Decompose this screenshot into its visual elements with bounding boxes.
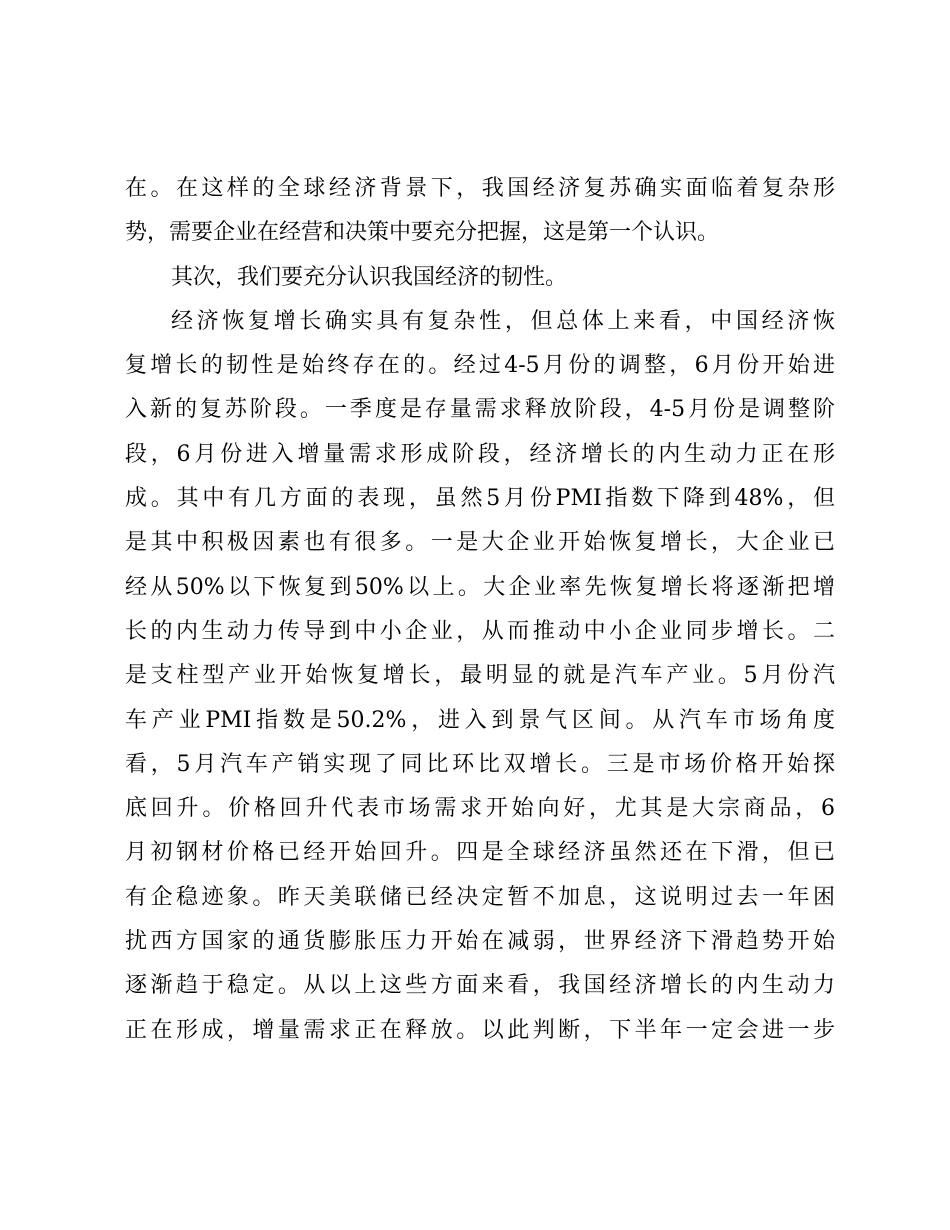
- text-line: 底回升。价格回升代表市场需求开始向好，尤其是大宗商品，6: [125, 796, 835, 822]
- text-line: 月初钢材价格已经开始回升。四是全球经济虽然还在下滑，但已: [125, 840, 835, 866]
- text-line: 车产业PMI指数是50.2%，进入到景气区间。从汽车市场角度: [125, 707, 835, 733]
- text-line: 正在形成，增量需求正在释放。以此判断，下半年一定会进一步: [125, 1017, 835, 1043]
- text-line: 长的内生动力传导到中小企业，从而推动中小企业同步增长。二: [125, 618, 835, 644]
- text-line: 势，需要企业在经营和决策中要充分把握，这是第一个认识。: [125, 220, 720, 246]
- text-line: 扰西方国家的通货膨胀压力开始在减弱，世界经济下滑趋势开始: [125, 929, 835, 955]
- text-line: 逐渐趋于稳定。从以上这些方面来看，我国经济增长的内生动力: [125, 973, 835, 999]
- text-line: 入新的复苏阶段。一季度是存量需求释放阶段，4-5月份是调整阶: [125, 397, 835, 423]
- section-heading-line: 其次，我们要充分认识我国经济的韧性。: [171, 264, 568, 290]
- text-line: 复增长的韧性是始终存在的。经过4-5月份的调整，6月份开始进: [125, 353, 835, 379]
- text-line: 是支柱型产业开始恢复增长，最明显的就是汽车产业。5月份汽: [125, 663, 835, 689]
- text-line: 经济恢复增长确实具有复杂性，但总体上来看，中国经济恢: [171, 308, 835, 334]
- text-line: 段，6月份进入增量需求形成阶段，经济增长的内生动力正在形: [125, 441, 835, 467]
- text-line: 是其中积极因素也有很多。一是大企业开始恢复增长，大企业已: [125, 530, 835, 556]
- text-line: 有企稳迹象。昨天美联储已经决定暂不加息，这说明过去一年困: [125, 884, 835, 910]
- text-line: 看，5月汽车产销实现了同比环比双增长。三是市场价格开始探: [125, 751, 835, 777]
- document-body: [125, 167, 835, 1053]
- text-line: 经从50%以下恢复到50%以上。大企业率先恢复增长将逐渐把增: [125, 574, 835, 600]
- text-line: 成。其中有几方面的表现，虽然5月份PMI指数下降到48%，但: [125, 486, 835, 512]
- text-line: 在。在这样的全球经济背景下，我国经济复苏确实面临着复杂形: [125, 176, 835, 201]
